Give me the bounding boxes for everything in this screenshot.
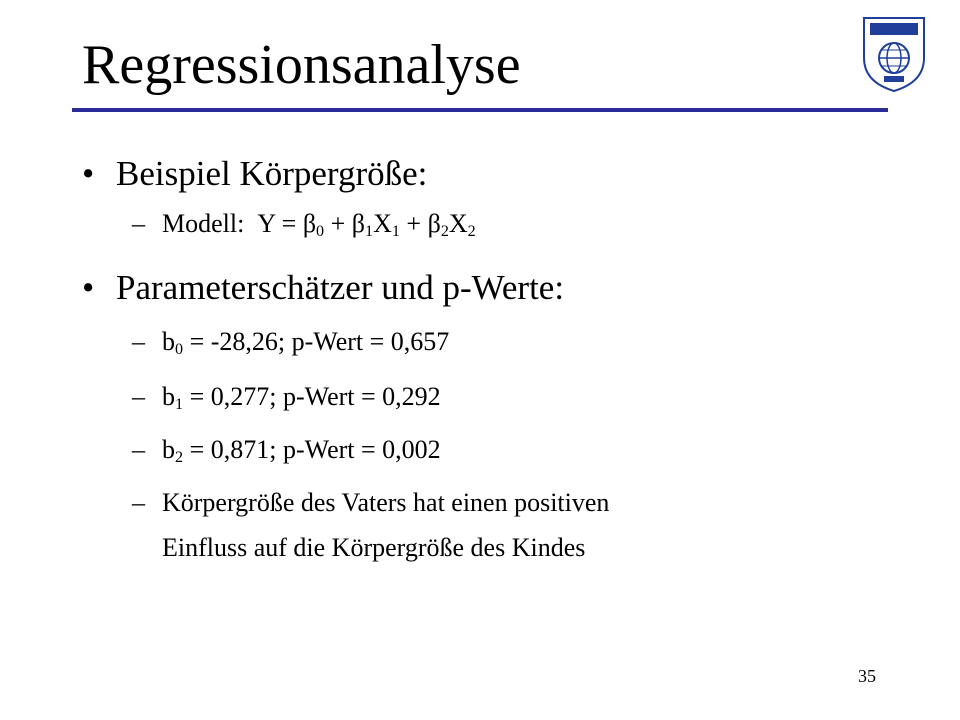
slide-title: Regressionsanalyse: [82, 34, 521, 96]
conclusion-line-2: Einfluss auf die Körpergröße des Kindes: [162, 533, 586, 562]
university-logo: [858, 14, 930, 94]
coef-subscript: 2: [175, 449, 184, 467]
coef-values: = -28,26; p-Wert = 0,657: [183, 327, 450, 356]
subitem-conclusion: [132, 487, 609, 519]
coef-subscript: 0: [175, 341, 184, 359]
bullet-text: Beispiel Körpergröße:: [116, 154, 428, 193]
coef-values: = 0,277; p-Wert = 0,292: [183, 382, 441, 411]
subitem-b0: [132, 326, 449, 358]
model-formula: $Y = \beta_0 + \beta_1X_1 + \beta_2X_2$: [250, 209, 476, 241]
page-number: 35: [858, 666, 876, 686]
subitem-model: [132, 208, 476, 240]
subitem-b1: [132, 381, 441, 413]
bullet-dot: •: [82, 268, 95, 307]
bullet-dot: •: [82, 154, 95, 193]
coef-values: = 0,871; p-Wert = 0,002: [183, 435, 441, 464]
bullet-text: Parameterschätzer und p-Werte:: [116, 268, 565, 307]
title-underline: [72, 108, 888, 112]
coef-symbol: b: [162, 435, 175, 464]
dash-marker: –: [132, 488, 145, 517]
model-label: Modell:: [162, 209, 245, 238]
bullet-item: [82, 268, 564, 308]
subitem-b2: [132, 434, 441, 466]
dash-marker: –: [132, 382, 145, 411]
dash-marker: –: [132, 209, 145, 238]
conclusion-continuation: [162, 532, 585, 564]
coef-subscript: 1: [175, 396, 184, 414]
coef-symbol: b: [162, 382, 175, 411]
dash-marker: –: [132, 327, 145, 356]
dash-marker: –: [132, 435, 145, 464]
bullet-item: [82, 154, 427, 194]
conclusion-line-1: Körpergröße des Vaters hat einen positiven: [162, 488, 610, 517]
coef-symbol: b: [162, 327, 175, 356]
